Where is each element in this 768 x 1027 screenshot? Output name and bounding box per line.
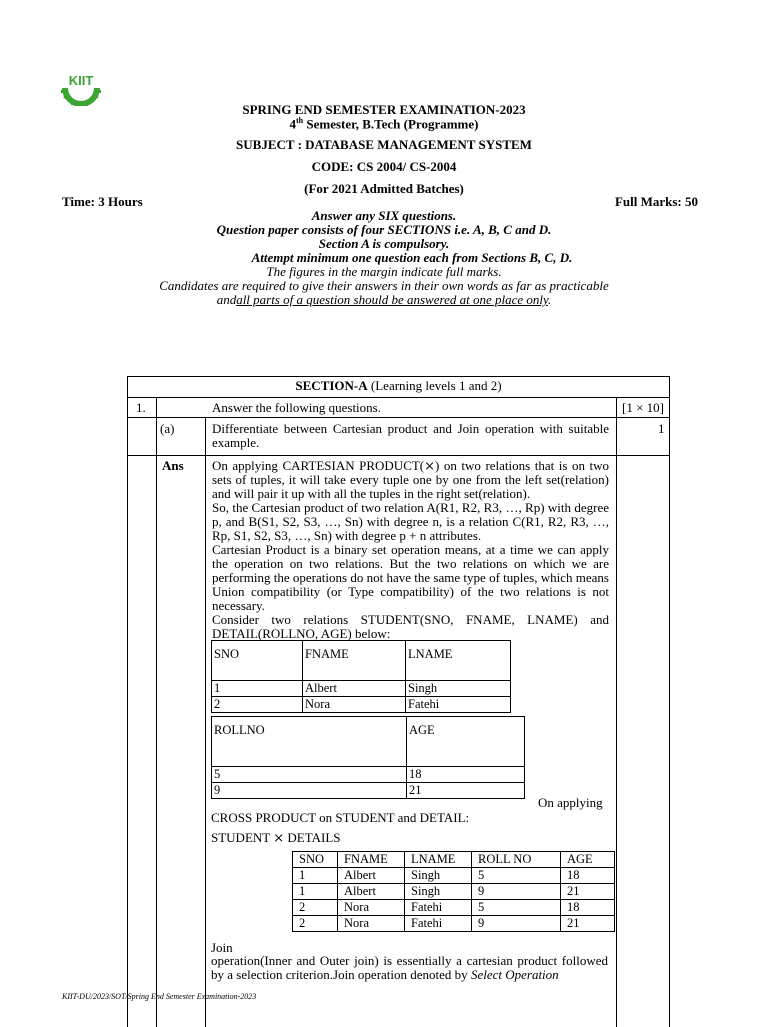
table-header-cell: SNO: [212, 641, 303, 681]
answer-paragraph-1: On applying CARTESIAN PRODUCT(⨯) on two relations that is on two sets of tuples, it will take every tuple one by one from the left set(relation) and will pair it up with all the tuples in the right set(relation).: [212, 458, 609, 501]
table-row: [293, 900, 615, 916]
time-label: Time: 3 Hours: [62, 194, 143, 209]
table-cell: Nora: [338, 900, 405, 916]
table-header-cell: FNAME: [303, 641, 406, 681]
table-header-cell: LNAME: [406, 641, 511, 681]
table-row: [212, 681, 511, 697]
table-cell: Singh: [405, 884, 472, 900]
table-cell: 5: [472, 900, 561, 916]
table-header-cell: ROLL NO: [472, 852, 561, 868]
table-row: [293, 868, 615, 884]
table-row: [293, 916, 615, 932]
sub-question-label: (a): [160, 421, 175, 436]
section-title: SECTION-A (Learning levels 1 and 2): [295, 378, 502, 393]
question-row: [128, 397, 669, 418]
question-number: 1.: [136, 400, 146, 415]
table-cell: Nora: [303, 697, 406, 713]
join-paragraph: operation(Inner and Outer join) is essentially a cartesian product followed by a selection criterion.Join operation denoted by Select Operation: [211, 953, 608, 982]
instruction-5: The figures in the margin indicate full marks.: [266, 264, 502, 279]
table-cell: Fatehi: [406, 697, 511, 713]
answer-paragraph-3: Cartesian Product is a binary set operation means, at a time we can apply the operation on two relations. But the two relations on which we are performing the operations do not have the same type of tuples, which means Union compatibility (or Type compatibility) of the two relations is not necessary.: [212, 542, 609, 613]
table-cell: Albert: [338, 868, 405, 884]
table-cell: 2: [293, 916, 338, 932]
table-header-cell: SNO: [293, 852, 338, 868]
kiit-logo: [58, 66, 104, 106]
sub-question-text: Differentiate between Cartesian product and Join operation with suitable example.: [212, 421, 609, 450]
svg-text:KIIT: KIIT: [68, 73, 94, 88]
table-header-row: [293, 852, 615, 868]
question-marks: [1 × 10]: [622, 400, 664, 415]
semester-line: 4th Semester, B.Tech (Programme): [289, 116, 479, 132]
answer-label: Ans: [162, 458, 184, 473]
table-cell: 2: [212, 697, 303, 713]
answer-paragraph-2: So, the Cartesian product of two relation A(R1, R2, R3, …, Rp) with degree p, and B(S1, S2, S3, …, Sn) with degree n, is a relation C(R1, R2, R3, …, Rp, S1, S2, S3, …, Sn) with degree p + n attributes.: [212, 500, 609, 543]
table-row: [212, 783, 525, 799]
answer-paragraph-4: Consider two relations STUDENT(SNO, FNAME, LNAME) and DETAIL(ROLLNO, AGE) below:: [212, 612, 609, 641]
divider: [616, 397, 617, 1027]
table-cell: 18: [407, 767, 525, 783]
cross-product-line: CROSS PRODUCT on STUDENT and DETAIL:: [211, 810, 470, 825]
table-cell: Albert: [338, 884, 405, 900]
table-cell: 18: [561, 900, 615, 916]
table-header-cell: FNAME: [338, 852, 405, 868]
table-cell: 1: [293, 884, 338, 900]
question-text: Answer the following questions.: [212, 400, 381, 415]
table-cell: 2: [293, 900, 338, 916]
table-cell: Fatehi: [405, 916, 472, 932]
table-header-cell: AGE: [407, 717, 525, 767]
on-applying-text: On applying: [538, 795, 603, 810]
table-cell: Singh: [405, 868, 472, 884]
table-cell: 9: [472, 884, 561, 900]
subject-line: SUBJECT : DATABASE MANAGEMENT SYSTEM: [236, 137, 532, 152]
table-row: [212, 767, 525, 783]
divider: [156, 397, 157, 1027]
cross-product-table: [292, 851, 615, 932]
instruction-4: Attempt minimum one question each from Sections B, C, D.: [251, 250, 573, 265]
table-cell: 9: [212, 783, 407, 799]
table-cell: 9: [472, 916, 561, 932]
table-cell: 21: [407, 783, 525, 799]
table-header-row: [212, 641, 511, 681]
table-row: [212, 697, 511, 713]
table-row: [293, 884, 615, 900]
instruction-7: andall parts of a question should be answered at one place only.: [216, 292, 552, 307]
instruction-6: Candidates are required to give their answers in their own words as far as practicable: [159, 278, 609, 293]
table-cell: 21: [561, 916, 615, 932]
table-cell: 5: [212, 767, 407, 783]
exam-title: SPRING END SEMESTER EXAMINATION-2023: [242, 102, 526, 117]
student-table: [211, 640, 511, 713]
instruction-2: Question paper consists of four SECTIONS i.e. A, B, C and D.: [216, 222, 552, 237]
divider: [205, 417, 206, 1027]
instruction-1: Answer any SIX questions.: [311, 208, 457, 223]
table-cell: 18: [561, 868, 615, 884]
table-cell: 21: [561, 884, 615, 900]
table-header-cell: AGE: [561, 852, 615, 868]
table-cell: Fatehi: [405, 900, 472, 916]
sub-question-marks: 1: [658, 421, 665, 436]
batch-line: (For 2021 Admitted Batches): [304, 181, 464, 196]
table-cell: Singh: [406, 681, 511, 697]
table-header-row: [212, 717, 525, 767]
join-word: Join: [211, 940, 233, 955]
gear-logo-icon: [58, 66, 104, 106]
student-cross-details: STUDENT ⨯ DETAILS: [211, 830, 341, 845]
table-header-cell: ROLLNO: [212, 717, 407, 767]
table-cell: Albert: [303, 681, 406, 697]
table-cell: 1: [293, 868, 338, 884]
full-marks-label: Full Marks: 50: [614, 194, 698, 209]
table-cell: 1: [212, 681, 303, 697]
code-line: CODE: CS 2004/ CS-2004: [311, 159, 457, 174]
detail-table: [211, 716, 525, 799]
table-cell: Nora: [338, 916, 405, 932]
table-header-cell: LNAME: [405, 852, 472, 868]
table-cell: 5: [472, 868, 561, 884]
page-footer: KIIT-DU/2023/SOT/Spring End Semester Examination-2023: [62, 992, 257, 1001]
instruction-3: Section A is compulsory.: [318, 236, 450, 251]
